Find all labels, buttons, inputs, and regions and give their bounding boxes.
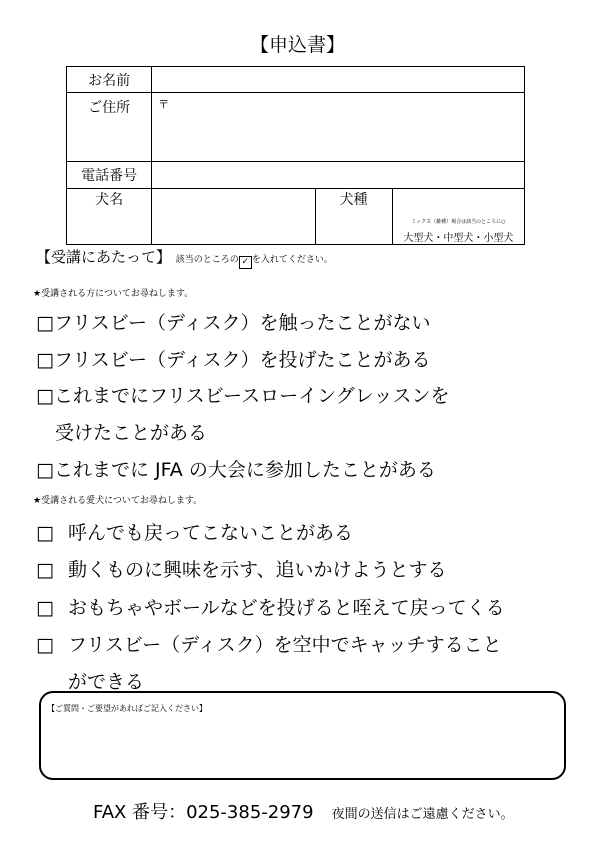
name-label: お名前 <box>67 67 152 93</box>
phone-label: 電話番号 <box>67 162 152 189</box>
dog-item-4-cont <box>36 667 144 694</box>
name-field[interactable] <box>152 67 525 93</box>
section-instruction <box>176 255 333 265</box>
checkbox[interactable]: □ <box>36 634 54 656</box>
dog-item-1[interactable] <box>36 518 353 545</box>
checkbox[interactable]: □ <box>36 597 54 619</box>
dog-item-4[interactable] <box>36 630 502 657</box>
dog-item-text: 呼んでも戻ってこないことがある <box>68 522 354 544</box>
mix-note: ミックス（雑種）場合は該当のところに○ <box>411 219 506 225</box>
size-options: 大型犬・中型犬・小型犬 <box>403 233 514 244</box>
address-field[interactable] <box>152 93 525 162</box>
address-label: ご住所 <box>67 93 152 162</box>
dog-item-text: フリスビー（ディスク）を空中でキャッチすること <box>68 634 502 656</box>
page-title: 【申込書】 <box>249 34 345 56</box>
owner-item-2[interactable]: □フリスビー（ディスク）を投げたことがある <box>36 349 431 371</box>
dog-item-text: ができる <box>68 671 145 693</box>
section-heading <box>36 246 333 269</box>
instruction-after: を入れてください。 <box>251 255 333 265</box>
comment-label: 【ご質問・ご要望があればご記入ください】 <box>47 704 207 713</box>
checkbox[interactable]: □ <box>36 559 54 581</box>
owner-heading: ★受講される方についてお尋ねします。 <box>33 289 194 299</box>
check-box-icon: ✓ <box>239 256 252 269</box>
dog-breed-label: 犬種 <box>315 189 392 245</box>
checkbox[interactable]: □ <box>36 522 54 544</box>
dog-name-label: 犬名 <box>67 189 152 245</box>
comment-box[interactable] <box>39 691 566 780</box>
owner-item-3[interactable]: □これまでにフリスビースローイングレッスンを <box>36 385 450 407</box>
dog-name-field[interactable] <box>152 189 315 245</box>
postal-mark: 〒 <box>158 98 170 111</box>
application-form-table <box>66 66 525 245</box>
owner-item-1[interactable]: □フリスビー（ディスク）を触ったことがない <box>36 312 431 334</box>
section-title: 【受講にあたって】 <box>36 248 172 266</box>
phone-field[interactable] <box>152 162 525 189</box>
fax-number: FAX 番号：025-385-2979 <box>93 802 314 823</box>
dog-item-text: おもちゃやボールなどを投げると咥えて戻ってくる <box>68 597 505 619</box>
dog-heading: ★受講される愛犬についてお尋ねします。 <box>33 496 203 506</box>
footer <box>93 798 514 824</box>
owner-item-3-cont: 受けたことがある <box>36 422 208 444</box>
dog-item-text: 動くものに興味を示す、追いかけようとする <box>68 559 447 581</box>
instruction-before: 該当のところの <box>175 255 239 265</box>
dog-item-2[interactable] <box>36 555 446 582</box>
fax-note: 夜間の送信はご遠慮ください。 <box>331 807 514 822</box>
dog-size-field[interactable] <box>392 189 524 245</box>
dog-item-3[interactable] <box>36 593 505 620</box>
owner-item-4[interactable]: □これまでに JFA の大会に参加したことがある <box>36 459 436 481</box>
